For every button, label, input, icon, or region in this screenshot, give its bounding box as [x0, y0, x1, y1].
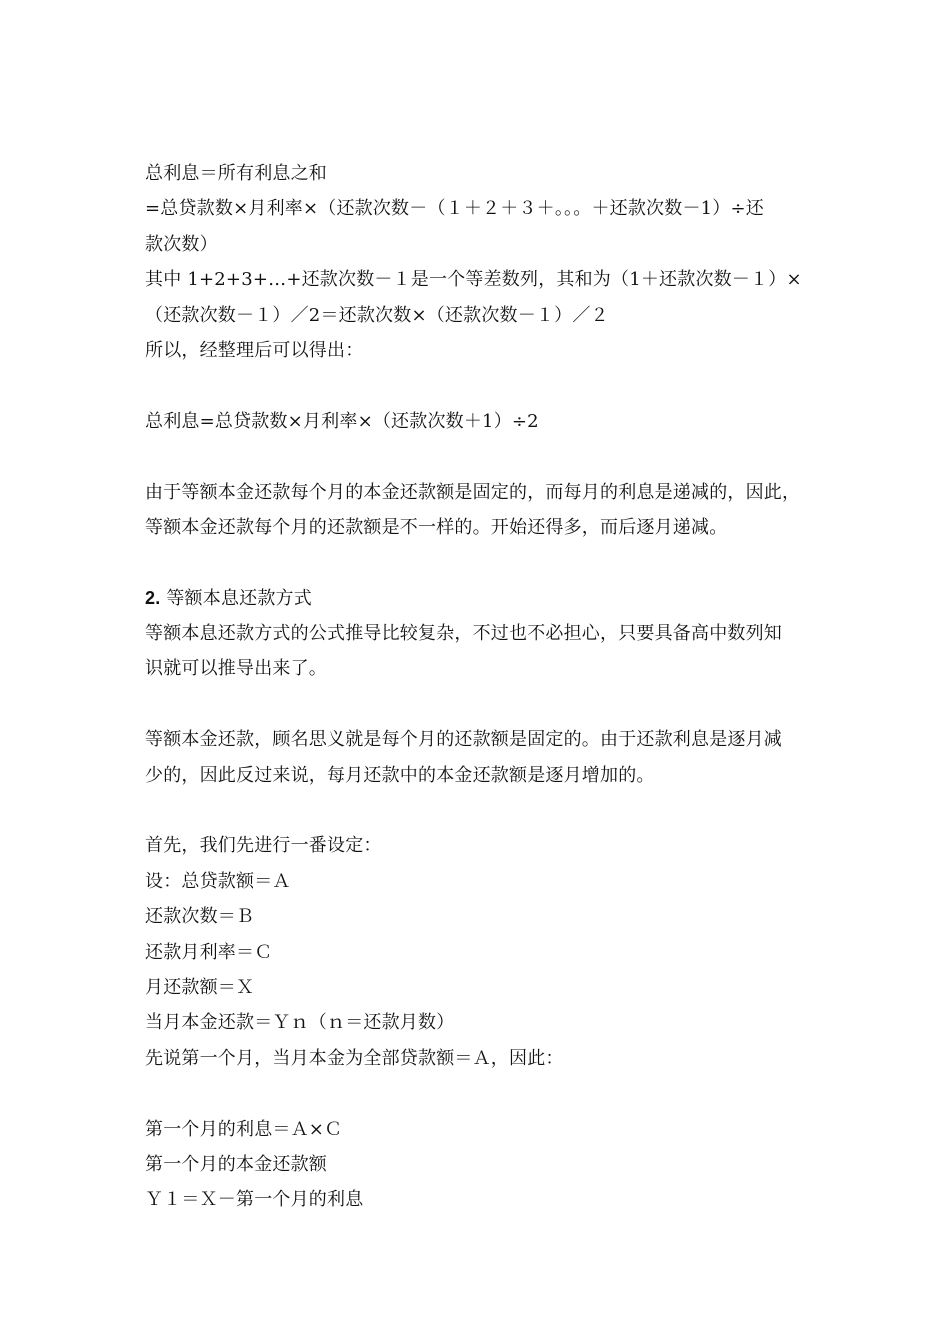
text-line: （还款次数－１）／2＝还款次数×（还款次数－１）／２ [145, 304, 609, 326]
text-line: 当月本金还款＝Ｙｎ（ｎ＝还款月数） [145, 1012, 455, 1034]
text-line: 其中 1+2+3+…+还款次数－１是一个等差数列，其和为（1＋还款次数－１）× [145, 269, 802, 291]
text-line: 第一个月的本金还款额 [145, 1153, 327, 1175]
text-line: 还款次数＝Ｂ [145, 906, 255, 928]
formula-line: 总利息=总贷款数×月利率×（还款次数＋1）÷2 [145, 410, 539, 432]
text-line: 识就可以推导出来了。 [145, 658, 327, 680]
text-line: 首先，我们先进行一番设定： [145, 835, 382, 857]
text-line: 还款月利率＝Ｃ [145, 941, 273, 963]
blank-line [145, 793, 810, 828]
text-line: 第一个月的利息＝Ａ×Ｃ [145, 1118, 343, 1140]
blank-line [145, 687, 810, 722]
document-body [145, 156, 810, 1218]
text-line: 等额本金还款，顾名思义就是每个月的还款额是固定的。由于还款利息是逐月减 [145, 729, 782, 751]
section-number: 2. [145, 587, 161, 608]
text-line: 等额本息还款方式的公式推导比较复杂，不过也不必担心，只要具备高中数列知 [145, 623, 782, 645]
text-line: 总利息＝所有利息之和 [145, 163, 327, 184]
text-line: 月还款额＝Ｘ [145, 976, 255, 998]
text-line: 所以，经整理后可以得出： [145, 339, 364, 361]
text-line: 设：总贷款额＝Ａ [145, 870, 291, 892]
blank-line [145, 545, 810, 580]
blank-line [145, 439, 810, 474]
text-line: 款次数） [145, 233, 218, 255]
text-line: =总贷款数×月利率×（还款次数－（１＋２＋３＋。。。＋还款次数－1）÷还 [145, 198, 764, 220]
blank-line [145, 1076, 810, 1111]
text-line: 少的，因此反过来说，每月还款中的本金还款额是逐月增加的。 [145, 764, 655, 786]
section-heading [145, 581, 810, 616]
blank-line [145, 368, 810, 403]
text-line: Ｙ１＝Ｘ－第一个月的利息 [145, 1189, 364, 1211]
text-line: 由于等额本金还款每个月的本金还款额是固定的，而每月的利息是递减的，因此， [145, 481, 801, 503]
text-line: 等额本金还款每个月的还款额是不一样的。开始还得多，而后逐月递减。 [145, 516, 728, 538]
text-line: 先说第一个月，当月本金为全部贷款额＝Ａ，因此： [145, 1047, 564, 1069]
section-title: 等额本息还款方式 [166, 587, 312, 609]
